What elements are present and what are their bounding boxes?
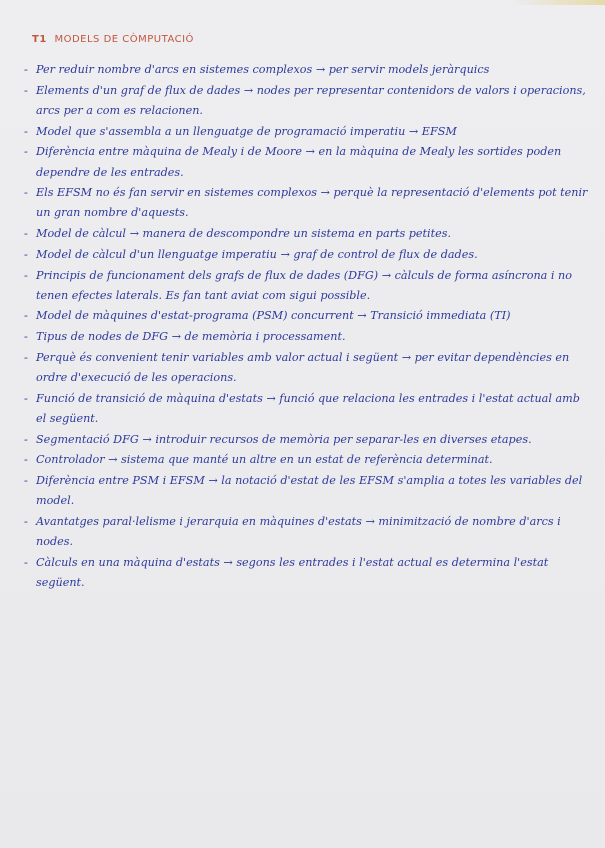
note-item: - Controlador → sistema que manté un altre en un estat de referència determinat. xyxy=(24,453,493,467)
chapter-number: T1 xyxy=(32,34,47,45)
note-item: - Tipus de nodes de DFG → de memòria i processament. xyxy=(24,330,346,344)
note-item: - Principis de funcionament dels grafs de flux de dades (DFG) → càlculs de forma asíncrona i no tenen efectes laterals. Es fan tant aviat com sigui possible. xyxy=(24,268,572,302)
page-title xyxy=(32,34,194,45)
note-item: - Model de càlcul d'un llenguatge imperatiu → graf de control de flux de dades. xyxy=(24,247,478,261)
note-item: - Per reduir nombre d'arcs en sistemes complexos → per servir models jeràrquics xyxy=(24,63,490,76)
note-item: - Model de càlcul → manera de descompondre un sistema en parts petites. xyxy=(24,227,452,241)
note-item: - Perquè és convenient tenir variables amb valor actual i següent → per evitar dependències en ordre d'execució de les operacions. xyxy=(24,350,570,385)
note-item: - Diferència entre PSM i EFSM → la notació d'estat de les EFSM s'amplia a totes les variables del model. xyxy=(24,474,583,508)
note-item: - Model que s'assembla a un llenguatge de programació imperatiu → EFSM xyxy=(24,124,457,138)
note-item: - Avantatges paral·lelisme i jerarquia en màquines d'estats → minimització de nombre d'arcs i nodes. xyxy=(24,514,561,549)
note-item: - Elements d'un graf de flux de dades → nodes per representar contenidors de valors i operacions, arcs per a com es relacionen. xyxy=(24,83,586,117)
note-item: - Diferència entre màquina de Mealy i de Moore → en la màquina de Mealy les sortides poden dependre de les entrades. xyxy=(24,145,562,179)
notes-list xyxy=(24,60,590,594)
page-corner-tab xyxy=(515,0,605,5)
note-item: - Càlculs en una màquina d'estats → segons les entrades i l'estat actual es determina l'estat següent. xyxy=(24,555,549,590)
note-item: - Els EFSM no és fan servir en sistemes complexos → perquè la representació d'elements pot tenir un gran nombre d'aquests. xyxy=(24,186,588,220)
note-item: - Funció de transició de màquina d'estats → funció que relaciona les entrades i l'estat actual amb el següent. xyxy=(24,391,580,425)
chapter-title: MODELS DE CÒMPUTACIÓ xyxy=(54,34,194,45)
note-item: - Segmentació DFG → introduir recursos de memòria per separar-les en diverses etapes. xyxy=(24,432,532,446)
note-item: - Model de màquines d'estat-programa (PSM) concurrent → Transició immediata (TI) xyxy=(24,309,511,323)
